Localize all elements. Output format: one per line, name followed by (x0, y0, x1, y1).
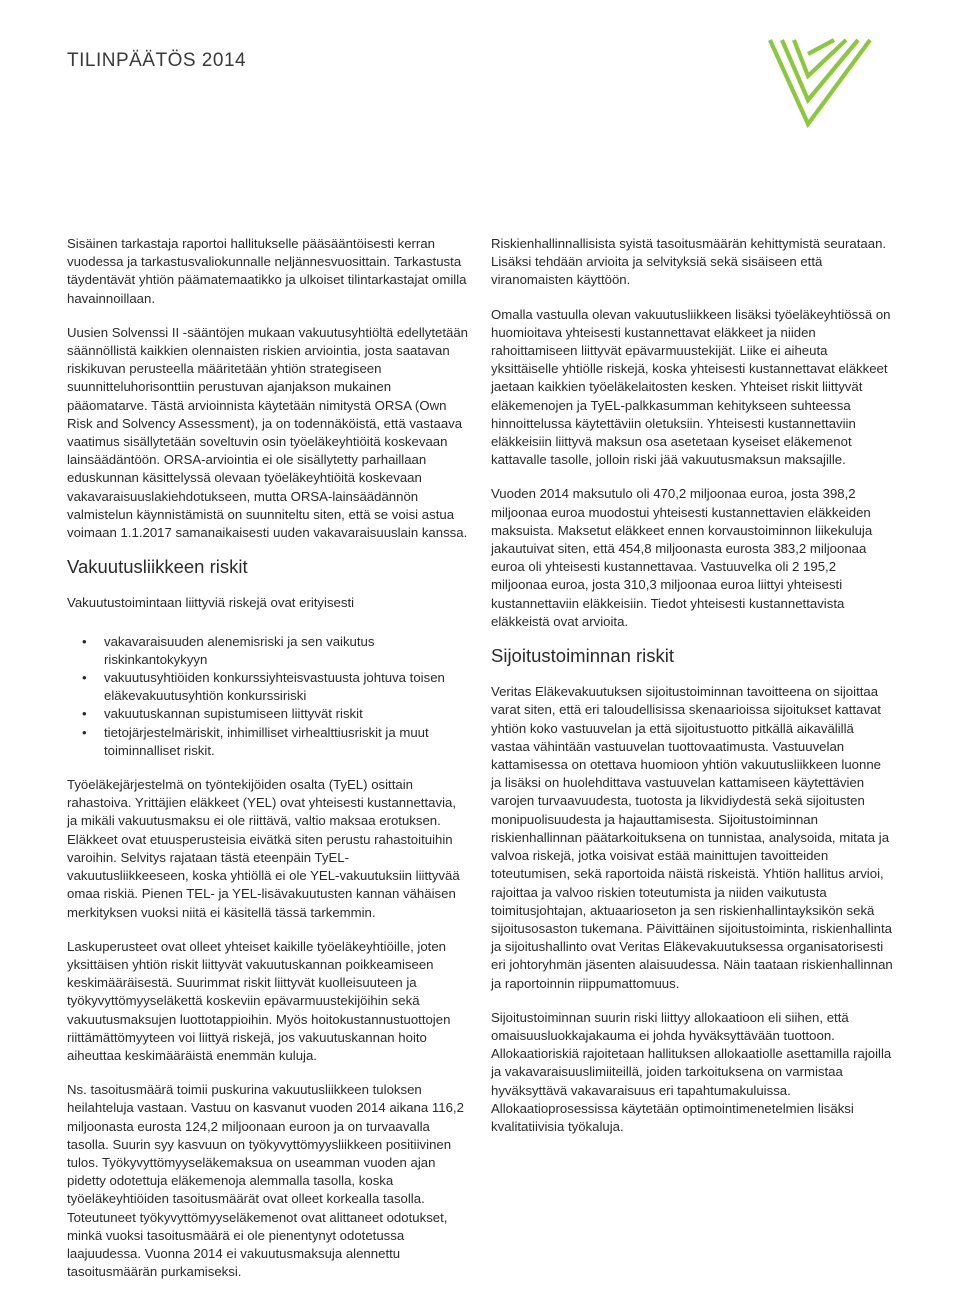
paragraph-tyel-system: Työeläkejärjestelmä on työntekijöiden osalta (TyEL) osittain rahastoiva. Yrittäjien eläkkeet (YEL) ovat yhteisesti kustannettavia, ja mikäli vakuutusmaksu ei ole riittävä, valtio maksaa erotuksen. Eläkkeet ovat etuusperusteisia eivätkä siten perustu rahastoituihin varoihin. Selvitys rajataan tästä eteenpäin TyEL-vakuutusliikkeeseen, koska yhtiöllä ei ole YEL-vakuutuksiin liittyvää omaa riskiä. Pienen TEL- ja YEL-lisävakuutusten kannan vähäisen merkityksen vuoksi niitä ei käsitellä tässä tarkemmin. (67, 777, 460, 920)
paragraph-solvency-ii: Uusien Solvenssi II -sääntöjen mukaan vakuutusyhtiöltä edellytetään säännöllistä kaikkien olennaisten riskien arviointia, josta saatavan riskikuvan perusteella määritetään yhtiön strategiseen suunnitteluhorisonttiin perustuvan ajanjakson mukainen pääomatarve. Tästä arvioinnista käytetään nimitystä ORSA (Own Risk and Solvency Assessment), ja on todennäköistä, että vastaava vaatimus sisällytetään soveltuvin osin työeläkeyhtiöitä koskevaan lainsäädäntöön. ORSA-arviointia ei ole sisällytetty parhaillaan eduskunnan käsittelyssä olevaan työeläkeyhtiöitä koskevaan vakavaraisuuslakiehdotukseen, mutta ORSA-lainsäädännön valmistelun käynnistämistä on suunniteltu siten, että se voisi astua voimaan 1.1.2017 samanaikaisesti uuden vakavaraisuuslain kanssa. (67, 324, 468, 541)
paragraph-allocation-risk: Sijoitustoiminnan suurin riski liittyy allokaatioon eli siihen, että omaisuusluokkajakauma ei johda hyväksyttävään tuottoon. Allokaatioriskiä rajoitetaan hallituksen allokaatiolle asettamilla rajoilla ja vakavaraisuuslimiiteillä, joiden tarkoituksena on varmistaa hyväksyttävä vakavaraisuus eri tapahtumakuluissa. Allokaatioprosessissa käytetään optimointimenetelmien lisäksi kvalitatiivisia työkaluja. (491, 1009, 892, 1134)
list-item: • tietojärjestelmäriskit, inhimilliset virhealttiusriskit ja muut toiminnalliset riskit. (104, 724, 469, 760)
heading-investment-risks: Sijoitustoiminnan riskit (491, 645, 675, 667)
list-item: • vakuutusyhtiöiden konkurssiyhteisvastuusta johtuva toisen eläkevakuutusyhtiön konkurssiriski (104, 669, 469, 705)
paragraph-premium-income: Vuoden 2014 maksutulo oli 470,2 miljoonaa euroa, josta 398,2 miljoonaa euroa muodostui yhteisesti kustannettavien eläkkeiden maksuista. Maksetut eläkkeet ennen korvaustoiminnon liikekuluja jakautuivat siten, että 454,8 miljoonasta eurosta 383,2 miljoonaa euroa oli yhteisesti kustannettavaa. Vastuuvelka oli 2 195,2 miljoonaa euroa, josta 310,3 miljoonaa euroa liittyi yhteisesti kustannettaviin eläkkeisiin. Tiedot yhteisesti kustannettavista eläkkeistä ovat arvioita. (491, 486, 873, 629)
document-header-title: TILINPÄÄTÖS 2014 (67, 50, 247, 71)
paragraph-risk-monitoring: Riskienhallinnallisista syistä tasoitusmäärän kehittymistä seurataan. Lisäksi tehdään arvioita ja selvityksiä sekä sisäiseen että viranomaisten käyttöön. (491, 236, 887, 288)
paragraph-risk-intro: Vakuutustoimintaan liittyviä riskejä ovat erityisesti (67, 595, 355, 611)
veritas-logo-icon (766, 36, 874, 128)
paragraph-investment-objective: Veritas Eläkevakuutuksen sijoitustoiminnan tavoitteena on sijoittaa varat siten, että eri taloudellisissa skenaarioissa sijoitukset kattavat yhtiön koko vastuuvelan ja että sijoitustuotto pitkällä aikavälillä vastaa vähintään vastuuvelan tuottovaatimusta. Vastuuvelan kattamisessa on otettava huomioon yhtiön vakuutusliikkeen luonne ja lisäksi on huolehdittava vastuuvelan kattamiseen käytettävien varojen turvaavuudesta, tuotosta ja likvidiydestä sekä sijoitusten monipuolisuudesta ja hajauttamisesta. Sijoitustoiminnan riskienhallinnan päätarkoituksena on tunnistaa, analysoida, mitata ja valvoa riskejä, jotka voisivat estää mainittujen tavoitteiden toteutumisen, sekä raportoida näistä riskeistä. Yhtiön hallitus arvioi, rajoittaa ja valvoo riskien toteutumista ja niiden vaikutusta toimitusjohtajan, aktuaarioseton ja sen riskienhallintayksikön sekä sijoitusosaston tukemana. Päivittäinen sijoitustoiminta, riskienhallinta ja sijoitushallinto ovat Veritas Eläkevakuutuksessa organisatorisesti eri johtoryhmän jäsenten alaisuudessa. Näin taataan riskienhallinnan ja raportoinnin riippumattomuus. (491, 684, 893, 991)
right-column (491, 235, 893, 1152)
list-item: • vakuutuskannan supistumiseen liittyvät riskit (104, 705, 469, 723)
paragraph-pooled-pensions: Omalla vastuulla olevan vakuutusliikkeen lisäksi työeläkeyhtiössä on huomioitava yhteisesti kustannettavat eläkkeet ja niiden rahoittamiseen liittyvät epävarmuustekijät. Liike ei aiheuta yksittäiselle yhtiölle riskejä, koska yhteisesti kustannettavat eläkkeet jaetaan kaikkien työeläkelaitosten kesken. Yhteiset riskit liittyvät eläkemenojen ja TyEL-palkkasumman kehitykseen suhteessa hinnoittelussa käytettäviin oletuksiin. Yhteisesti kustannettaviin eläkkeisiin liittyvä maksun osa asetetaan kyseiset eläkemenot kattavalle tasolle, jolloin riski jää vakuutusmaksun maksajille. (491, 306, 891, 468)
heading-insurance-risks: Vakuutusliikkeen riskit (67, 556, 248, 578)
paragraph-internal-audit: Sisäinen tarkastaja raportoi hallitukselle pääsääntöisesti kerran vuodessa ja tarkastusvaliokunnalle neljännesvuosittain. Tarkastusta täydentävät yhtiön päämatemaatikko ja ulkoiset tilintarkastajat omilla havainnoillaan. (67, 236, 467, 306)
left-column (67, 235, 469, 1297)
paragraph-equalisation-amount: Ns. tasoitusmäärä toimii puskurina vakuutusliikkeen tuloksen heilahteluja vastaan. Vastuu on kasvanut vuoden 2014 aikana 116,2 miljoonasta eurosta 124,2 miljoonaan euroon ja on turvaavalla tasolla. Suurin syy kasvuun on työkyvyttömyysliikkeen positiivinen tulos. Työkyvyttömyyseläkemaksua on useamman vuoden ajan pidetty odotettuja eläkemenoja alemmalla tasolla, koska työeläkeyhtiöiden tasoitusmäärät ovat olleet korkealla tasolla. Toteutuneet työkyvyttömyyseläkemenot ovat alittaneet odotukset, minkä vuoksi tasoitusmäärä ei ole pienentynyt odotetussa laajuudessa. Vuonna 2014 ei vakuutusmaksuja alennettu tasoitusmäärän purkamiseksi. (67, 1082, 464, 1280)
risk-bullet-list (67, 633, 469, 760)
list-item: • vakavaraisuuden alenemisriski ja sen vaikutus riskinkantokykyyn (104, 633, 469, 669)
paragraph-calculation-bases: Laskuperusteet ovat olleet yhteiset kaikille työeläkeyhtiöille, joten yksittäisen yhtiön riskit liittyvät vakuutuskannan poikkeamiseen keskimääräisestä. Suurimmat riskit liittyvät kuolleisuuteen ja työkyvyttömyyseläkettä koskeviin epävarmuustekijöihin sekä vakuutusmaksujen luottotappioihin. Myös hoitokustannustuottojen riittämättömyyteen voi liittyä riskejä, jos vakuutuskannan hoito aiheuttaa keskimääräistä enemmän kuluja. (67, 938, 451, 1063)
